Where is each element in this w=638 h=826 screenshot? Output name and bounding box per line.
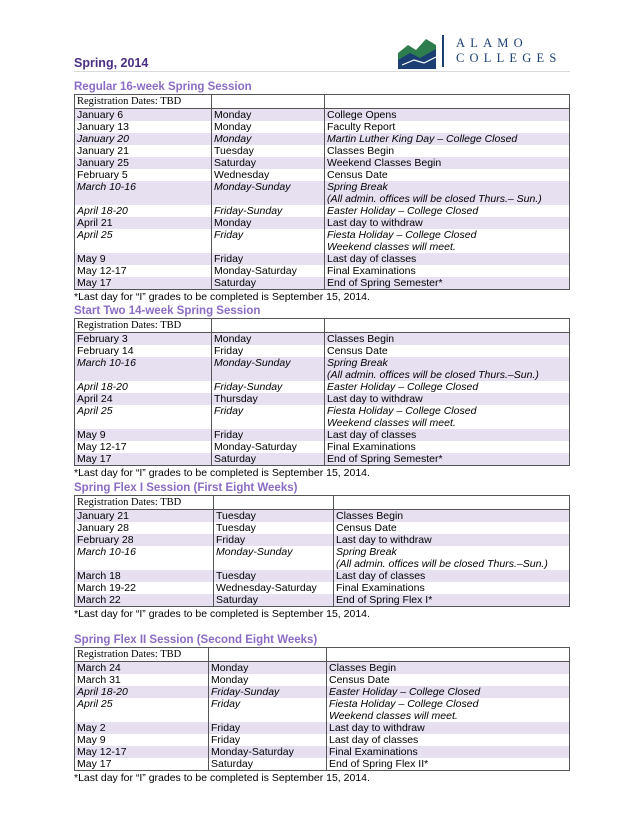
cell-day: Saturday	[209, 758, 327, 771]
table-row	[75, 698, 570, 722]
table-cell	[212, 319, 325, 333]
cell-event: Last day to withdraw	[325, 393, 570, 405]
section-regular-16-week	[74, 80, 569, 304]
table-cell	[214, 496, 334, 510]
cell-date: May 2	[75, 722, 209, 734]
cell-event2: (All admin. offices will be closed Thurs.– Sun.)	[327, 193, 542, 205]
cell-day: Tuesday	[214, 522, 334, 534]
cell-day: Monday	[212, 217, 325, 229]
cell-event: Final Examinations	[327, 746, 570, 758]
footnote: *Last day for “I” grades to be completed is September 15, 2014.	[74, 467, 370, 479]
cell-day: Saturday	[212, 453, 325, 466]
table-row	[75, 662, 570, 675]
cell-date: April 25	[75, 229, 212, 253]
cell-date: May 17	[75, 453, 212, 466]
cell-event: Last day of classes	[327, 734, 570, 746]
cell-event: Census Date	[325, 169, 570, 181]
table-row	[75, 333, 570, 346]
cell-day: Monday-Saturday	[212, 441, 325, 453]
registration-dates: Registration Dates: TBD	[75, 648, 209, 662]
cell-day: Saturday	[212, 157, 325, 169]
registration-row	[75, 496, 570, 510]
cell-event: Last day to withdraw	[327, 722, 570, 734]
cell-day: Monday	[212, 333, 325, 346]
cell-day: Monday	[212, 121, 325, 133]
table-cell	[334, 546, 570, 570]
cell-date: January 25	[75, 157, 212, 169]
table-row	[75, 453, 570, 466]
cell-event: Classes Begin	[327, 662, 570, 675]
cell-date: April 21	[75, 217, 212, 229]
registration-row	[75, 648, 570, 662]
cell-date: May 9	[75, 253, 212, 265]
cell-date: March 10-16	[75, 546, 214, 570]
alamo-logo-icon	[398, 33, 436, 69]
cell-date: May 9	[75, 734, 209, 746]
footnote: *Last day for “I” grades to be completed is September 15, 2014.	[74, 291, 370, 303]
cell-date: May 17	[75, 758, 209, 771]
cell-event: Last day to withdraw	[325, 217, 570, 229]
cell-event: Classes Begin	[325, 145, 570, 157]
cell-day: Wednesday	[212, 169, 325, 181]
table-row	[75, 169, 570, 181]
table-row	[75, 674, 570, 686]
cell-event: End of Spring Semester*	[325, 453, 570, 466]
calendar-table	[74, 94, 570, 290]
cell-event: End of Spring Flex I*	[334, 594, 570, 607]
cell-event2: Weekend classes will meet.	[327, 417, 456, 429]
table-row	[75, 594, 570, 607]
cell-day: Monday-Saturday	[209, 746, 327, 758]
table-row	[75, 145, 570, 157]
table-row	[75, 205, 570, 217]
cell-date: April 25	[75, 698, 209, 722]
table-row	[75, 265, 570, 277]
registration-dates: Registration Dates: TBD	[75, 95, 212, 109]
table-row	[75, 441, 570, 453]
cell-event: Final Examinations	[325, 441, 570, 453]
cell-day: Friday-Sunday	[209, 686, 327, 698]
cell-day: Monday	[212, 109, 325, 122]
cell-date: January 21	[75, 145, 212, 157]
cell-event: End of Spring Flex II*	[327, 758, 570, 771]
table-cell	[209, 648, 327, 662]
cell-date: February 14	[75, 345, 212, 357]
table-row	[75, 510, 570, 523]
cell-event: Faculty Report	[325, 121, 570, 133]
registration-row	[75, 319, 570, 333]
table-row	[75, 345, 570, 357]
table-row	[75, 121, 570, 133]
section-title: Spring Flex II Session (Second Eight Weeks)	[74, 634, 318, 646]
table-row	[75, 133, 570, 145]
table-row	[75, 546, 570, 570]
table-row	[75, 217, 570, 229]
table-cell	[325, 405, 570, 429]
cell-event: Fiesta Holiday – College Closed	[329, 698, 479, 710]
registration-dates: Registration Dates: TBD	[75, 319, 212, 333]
cell-day: Monday-Sunday	[212, 181, 325, 205]
section-title: Start Two 14-week Spring Session	[74, 305, 261, 317]
cell-day: Friday	[214, 534, 334, 546]
table-row	[75, 357, 570, 381]
header-rule	[74, 71, 570, 72]
cell-event: Easter Holiday – College Closed	[325, 381, 570, 393]
cell-date: March 10-16	[75, 357, 212, 381]
cell-event2: (All admin. offices will be closed Thurs.–Sun.)	[336, 558, 548, 570]
cell-day: Tuesday	[214, 510, 334, 523]
logo-divider	[442, 35, 444, 67]
cell-date: April 18-20	[75, 686, 209, 698]
cell-day: Friday	[209, 734, 327, 746]
table-row	[75, 522, 570, 534]
cell-event: Final Examinations	[334, 582, 570, 594]
cell-event: Final Examinations	[325, 265, 570, 277]
table-row	[75, 393, 570, 405]
cell-day: Wednesday-Saturday	[214, 582, 334, 594]
table-row	[75, 253, 570, 265]
table-cell	[334, 496, 570, 510]
cell-date: January 20	[75, 133, 212, 145]
table-row	[75, 570, 570, 582]
cell-event: Spring Break	[336, 546, 397, 558]
cell-day: Thursday	[212, 393, 325, 405]
cell-day: Monday	[212, 133, 325, 145]
cell-date: March 22	[75, 594, 214, 607]
cell-day: Friday	[212, 405, 325, 429]
table-cell	[325, 95, 570, 109]
cell-event: Martin Luther King Day – College Closed	[325, 133, 570, 145]
cell-event: Census Date	[325, 345, 570, 357]
cell-day: Monday	[209, 674, 327, 686]
table-cell	[325, 181, 570, 205]
cell-event: End of Spring Semester*	[325, 277, 570, 290]
cell-date: March 10-16	[75, 181, 212, 205]
cell-event2: Weekend classes will meet.	[327, 241, 456, 253]
cell-day: Friday	[212, 429, 325, 441]
cell-date: March 24	[75, 662, 209, 675]
calendar-table	[74, 495, 570, 607]
cell-date: March 19-22	[75, 582, 214, 594]
cell-day: Tuesday	[212, 145, 325, 157]
cell-event: Classes Begin	[334, 510, 570, 523]
table-row	[75, 181, 570, 205]
cell-day: Friday	[212, 253, 325, 265]
table-row	[75, 534, 570, 546]
cell-date: February 28	[75, 534, 214, 546]
table-cell	[327, 648, 570, 662]
table-row	[75, 582, 570, 594]
cell-event: Spring Break	[327, 357, 388, 369]
logo-text-line1: ALAMO	[456, 36, 528, 50]
cell-day: Monday-Sunday	[214, 546, 334, 570]
table-row	[75, 734, 570, 746]
table-cell	[325, 229, 570, 253]
cell-date: April 18-20	[75, 381, 212, 393]
table-row	[75, 381, 570, 393]
table-cell	[327, 698, 570, 722]
cell-date: May 12-17	[75, 441, 212, 453]
cell-date: May 9	[75, 429, 212, 441]
table-cell	[325, 319, 570, 333]
cell-day: Friday-Sunday	[212, 381, 325, 393]
section-title: Spring Flex I Session (First Eight Weeks)	[74, 482, 298, 494]
cell-event: Census Date	[334, 522, 570, 534]
cell-day: Friday	[209, 698, 327, 722]
cell-event: College Opens	[325, 109, 570, 122]
cell-event: Easter Holiday – College Closed	[327, 686, 570, 698]
cell-day: Friday	[209, 722, 327, 734]
table-row	[75, 429, 570, 441]
cell-date: February 3	[75, 333, 212, 346]
cell-day: Monday-Sunday	[212, 357, 325, 381]
section-title: Regular 16-week Spring Session	[74, 81, 252, 93]
cell-day: Friday	[212, 229, 325, 253]
cell-date: January 28	[75, 522, 214, 534]
section-flex-i	[74, 481, 569, 621]
cell-event: Fiesta Holiday – College Closed	[327, 229, 477, 241]
table-row	[75, 277, 570, 290]
cell-date: January 21	[75, 510, 214, 523]
calendar-table	[74, 647, 570, 771]
cell-event: Census Date	[327, 674, 570, 686]
cell-date: April 18-20	[75, 205, 212, 217]
cell-event: Last day of classes	[334, 570, 570, 582]
cell-event: Weekend Classes Begin	[325, 157, 570, 169]
table-row	[75, 686, 570, 698]
table-row	[75, 722, 570, 734]
cell-event: Easter Holiday – College Closed	[325, 205, 570, 217]
cell-day: Monday	[209, 662, 327, 675]
table-row	[75, 157, 570, 169]
table-row	[75, 229, 570, 253]
section-flex-ii	[74, 633, 569, 785]
cell-day: Friday-Sunday	[212, 205, 325, 217]
cell-date: May 17	[75, 277, 212, 290]
cell-date: March 31	[75, 674, 209, 686]
footnote: *Last day for “I” grades to be completed is September 15, 2014.	[74, 772, 370, 784]
cell-day: Monday-Saturday	[212, 265, 325, 277]
cell-date: February 5	[75, 169, 212, 181]
cell-date: January 13	[75, 121, 212, 133]
cell-day: Tuesday	[214, 570, 334, 582]
cell-day: Friday	[212, 345, 325, 357]
cell-event: Fiesta Holiday – College Closed	[327, 405, 477, 417]
footnote: *Last day for “I” grades to be completed is September 15, 2014.	[74, 608, 370, 620]
cell-date: January 6	[75, 109, 212, 122]
cell-event2: Weekend classes will meet.	[329, 710, 458, 722]
cell-date: March 18	[75, 570, 214, 582]
cell-date: April 24	[75, 393, 212, 405]
cell-date: May 12-17	[75, 746, 209, 758]
table-cell	[325, 357, 570, 381]
registration-dates: Registration Dates: TBD	[75, 496, 214, 510]
cell-day: Saturday	[214, 594, 334, 607]
table-row	[75, 758, 570, 771]
table-row	[75, 405, 570, 429]
logo-text-line2: COLLEGES	[456, 51, 562, 65]
cell-day: Saturday	[212, 277, 325, 290]
table-cell	[212, 95, 325, 109]
calendar-table	[74, 318, 570, 466]
section-start-two-14-week	[74, 304, 569, 480]
cell-event: Spring Break	[327, 181, 388, 193]
page-title: Spring, 2014	[74, 56, 149, 70]
table-row	[75, 109, 570, 122]
cell-event: Last day of classes	[325, 253, 570, 265]
cell-event: Classes Begin	[325, 333, 570, 346]
cell-date: April 25	[75, 405, 212, 429]
registration-row	[75, 95, 570, 109]
table-row	[75, 746, 570, 758]
cell-date: May 12-17	[75, 265, 212, 277]
alamo-colleges-logo	[398, 33, 568, 71]
cell-event: Last day of classes	[325, 429, 570, 441]
cell-event2: (All admin. offices will be closed Thurs.–Sun.)	[327, 369, 539, 381]
cell-event: Last day to withdraw	[334, 534, 570, 546]
